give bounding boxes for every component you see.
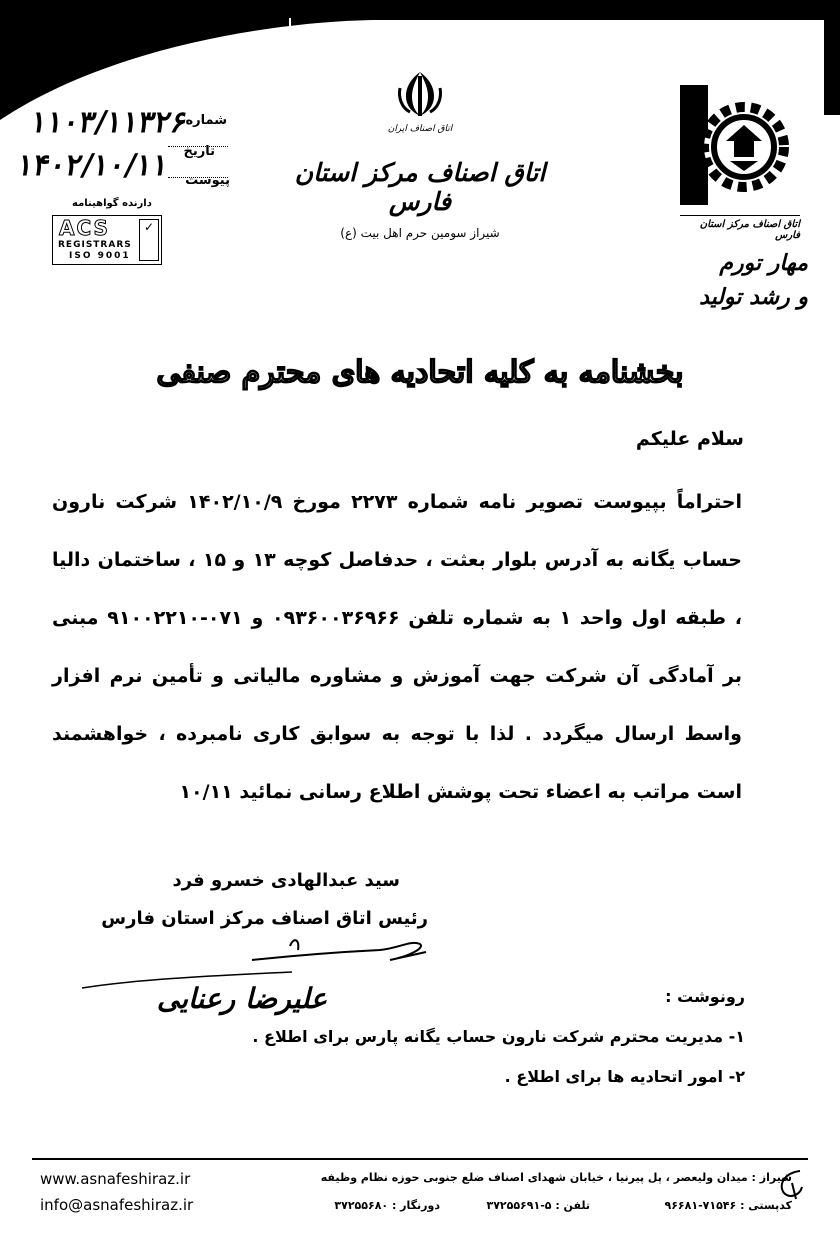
iso-brand: ACS — [59, 216, 110, 240]
iso-sub2: ISO 9001 — [69, 251, 131, 261]
handwritten-name: علیرضا رعنایی — [156, 982, 328, 1015]
signatory-name: سید عبدالهادی خسرو فرد — [172, 870, 400, 891]
union-logo — [680, 85, 800, 241]
recipient-title-text: بخشنامه به کلیه اتحادیه های محترم صنفی — [156, 355, 684, 390]
website-link[interactable]: www.asnafeshiraz.ir — [40, 1170, 191, 1188]
city-tagline: شیراز سومین حرم اهل بیت (ع) — [340, 226, 500, 240]
cc-item: ۱- مدیریت محترم شرکت نارون حساب یگانه پارس برای اطلاع . — [252, 1027, 745, 1046]
email-link[interactable]: info@asnafeshiraz.ir — [40, 1196, 194, 1214]
slogan-line-2: و رشد تولید — [699, 284, 808, 310]
number-label: شماره — [185, 113, 227, 128]
cc-item: ۲- امور اتحادیه ها برای اطلاع . — [504, 1067, 745, 1086]
footer-postal: کدپستی : ۷۱۵۴۶-۹۶۶۸۱ — [664, 1199, 792, 1212]
letter-body: احتراماً بپیوست تصویر نامه شماره ۲۲۷۳ مورخ ۱۴۰۲/۱۰/۹ شرکت نارون حساب یگانه به آدرس بلوار بعثت ، حدفاصل کوچه ۱۳ و ۱۵ ، ساختمان دالیا ، طبقه اول واحد ۱ به شماره تلفن ۰۹۳۶۰۰۳۶۹۶۶ و ۰۷۱-۹۱۰۰۲۲۱۰ مبنی بر آمادگی آن شرکت جهت آموزش و مشاوره مالیاتی و تأمین نرم افزار واسط ارسال میگردد . لذا با توجه به سوابق کاری نامبرده ، خواهشمند است مراتب به اعضاء تحت پوشش اطلاع رسانی نمائید ۱۰/۱۱ — [52, 491, 743, 803]
iso-caption: دارنده گواهینامه — [72, 198, 152, 209]
stamp-scribble — [770, 1165, 810, 1205]
signatory-role: رئیس اتاق اصناف مرکز استان فارس — [101, 908, 428, 929]
footer-phone: تلفن : ۵-۳۷۲۵۵۶۹۱ — [486, 1199, 590, 1212]
date-label: تاریخ — [183, 144, 215, 159]
date-value: ۱۴۰۲/۱۰/۱۱ — [14, 148, 172, 183]
iso-certificate-badge — [52, 215, 162, 265]
organization-title: اتاق اصناف مرکز استان فارس — [294, 158, 546, 216]
emblem-caption: اتاق اصناف ایران — [387, 124, 453, 134]
footer-divider — [32, 1158, 808, 1160]
gear-logo-icon — [680, 85, 800, 205]
iso-sub1: REGISTRARS — [58, 240, 132, 250]
recipient-title — [156, 320, 684, 420]
footer-fax: دورنگار : ۳۷۲۵۵۶۸۰ — [334, 1199, 440, 1212]
iran-emblem-icon — [390, 68, 450, 120]
salutation: سلام علیکم — [635, 428, 744, 450]
logo-caption: اتاق اصناف مرکز استان فارس — [680, 215, 800, 241]
slogan-line-1: مهار تورم — [719, 250, 808, 276]
cc-label: رونوشت : — [665, 987, 745, 1006]
handwritten-signature — [72, 950, 328, 1020]
attachment-label: پیوست — [185, 173, 230, 188]
number-value: ۱۱۰۳/۱۱۳۲۶ — [27, 105, 191, 140]
ukas-mark-icon: ✓ — [139, 219, 159, 261]
organization-header — [270, 68, 570, 248]
slogan — [658, 246, 808, 314]
footer-address: شیراز : میدان ولیعصر ، پل پیرنیا ، خیابان شهدای اصناف ضلع جنوبی حوزه نظام وظیفه — [320, 1171, 792, 1184]
